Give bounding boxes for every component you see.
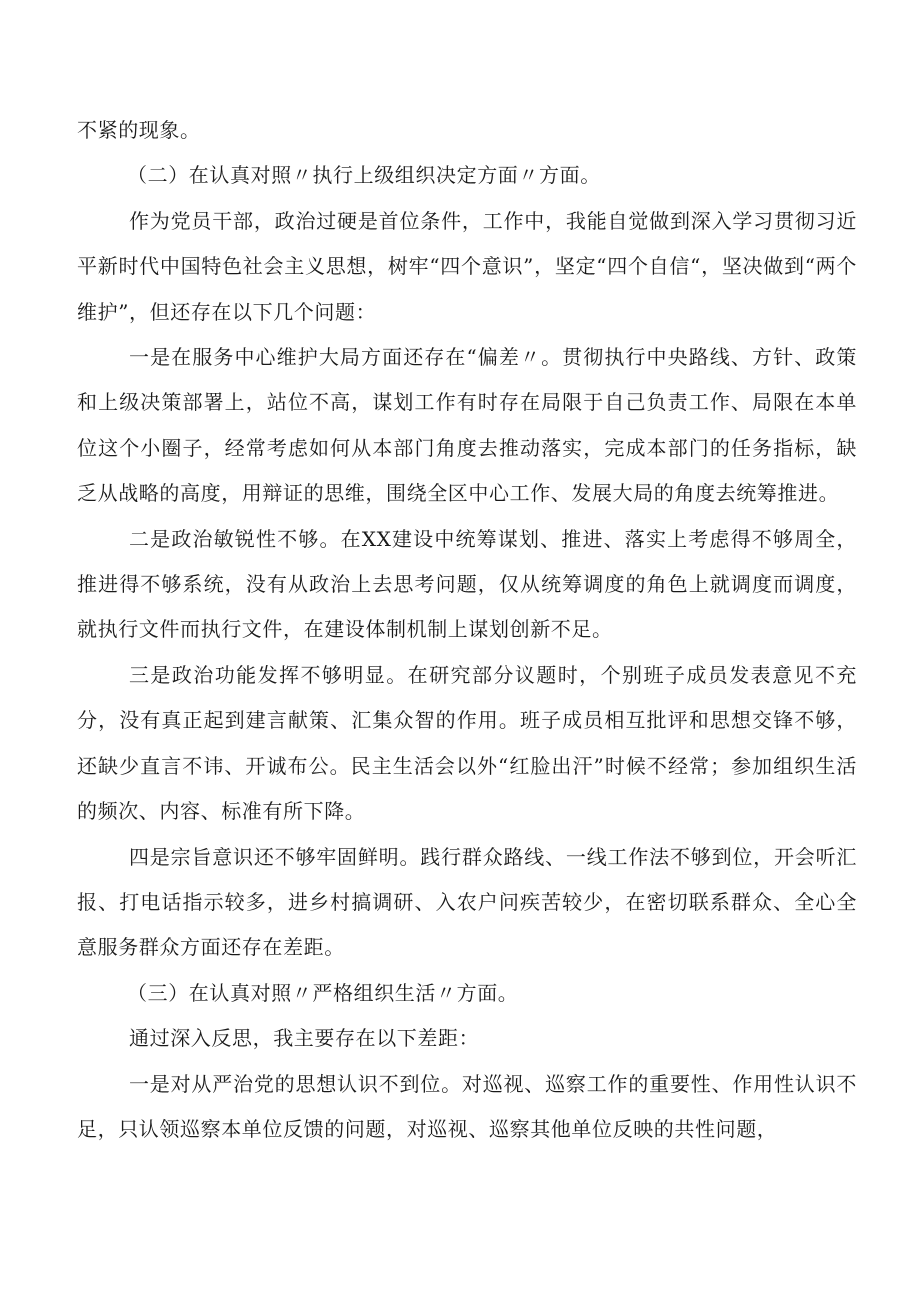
paragraph-continuation: 不紧的现象。: [77, 118, 201, 142]
paragraph-intro: 作为党员干部，政治过硬是首位条件，工作中，我能自觉做到深入学习贯彻习近平新时代中国特色社会主义思想，树牢“四个意识”，坚定“四个自信“，坚决做到“两个维护”，但还存在以下几个问题：: [77, 208, 857, 324]
paragraph-issue-4: 四是宗旨意识还不够牢固鲜明。践行群众路线、一线工作法不够到位，开会听汇报、打电话指示较多，进乡村搞调研、入农户问疾苦较少，在密切联系群众、全心全意服务群众方面还存在差距。: [77, 844, 857, 960]
paragraph-gap-1: 一是对从严治党的思想认识不到位。对巡视、巡察工作的重要性、作用性认识不足，只认领巡察本单位反馈的问题，对巡视、巡察其他单位反映的共性问题，: [77, 1071, 857, 1141]
paragraph-issue-2: 二是政治敏锐性不够。在XX建设中统筹谋划、推进、落实上考虑得不够周全，推进得不够系统，没有从政治上去思考问题，仅从统筹调度的角色上就调度而调度，就执行文件而执行文件，在建设体制机制上谋划创新不足。: [77, 526, 857, 642]
paragraph-issue-3: 三是政治功能发挥不够明显。在研究部分议题时，个别班子成员发表意见不充分，没有真正起到建言献策、汇集众智的作用。班子成员相互批评和思想交锋不够，还缺少直言不讳、开诚布公。民主生活会以外“红脸出汗”时候不经常；参加组织生活的频次、内容、标准有所下降。: [77, 662, 857, 824]
section-heading-2: （二）在认真对照〃执行上级组织决定方面〃方面。: [127, 163, 601, 188]
paragraph-issue-1: 一是在服务中心维护大局方面还存在“偏差〃。贯彻执行中央路线、方针、政策和上级决策部署上，站位不高，谋划工作有时存在局限于自己负责工作、局限在本单位这个小圈子，经常考虑如何从本部门角度去推动落实，完成本部门的任务指标，缺乏从战略的高度，用辩证的思维，围绕全区中心工作、发展大局的角度去统筹推进。: [77, 345, 857, 506]
section-heading-3: （三）在认真对照〃严格组织生活〃方面。: [127, 980, 519, 1005]
document-body: [77, 108, 857, 1152]
paragraph-reflection: 通过深入反思，我主要存在以下差距：: [129, 1026, 480, 1051]
